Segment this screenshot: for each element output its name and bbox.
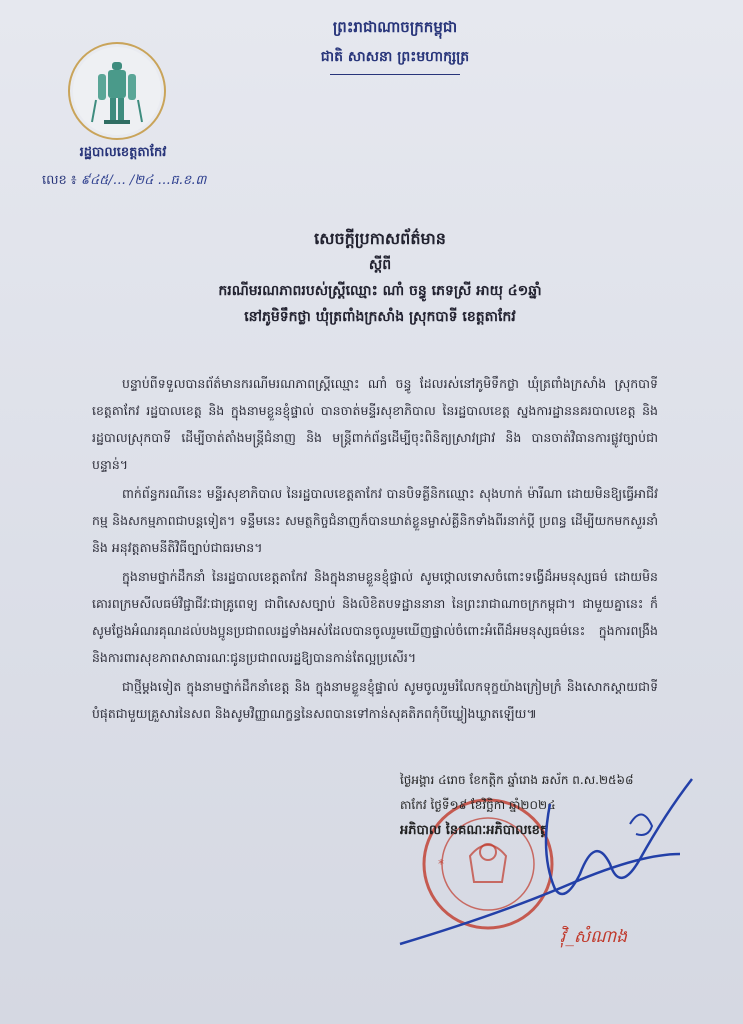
announcement-title: សេចក្តីប្រកាសព័ត៌មាន: [314, 229, 446, 248]
provincial-emblem-logo: [68, 42, 166, 140]
ref-suffix: /២៤ …ធ.ខ.៣: [129, 173, 207, 188]
signatory-title: អភិបាល នៃគណៈអភិបាលខេត្ត: [400, 823, 549, 838]
svg-text:*: *: [438, 857, 444, 871]
paragraph-4: ជាថ្មីម្ដងទៀត ក្នុងនាមថ្នាក់ដឹកនាំខេត្ត និង ក្នុងនាមខ្លួនខ្ញុំផ្ទាល់ សូមចូលរួមរំលែកទុក្ខយ៉ាងក្រៀមក្រំ និងសោកស្ដាយជាទីបំផុតជាមួយគ្រួសារនៃសព និងសូមវិញ្ញាណក្ខន្ធនៃសពបានទៅកាន់សុគតិភពកុំបីឃ្លៀងឃ្លាតឡើយ៕: [92, 679, 658, 721]
signer-name: វ៉ិ_សំណាង: [560, 927, 628, 947]
ornament-divider: [330, 74, 460, 75]
solar-date: តាកែវ ថ្ងៃទី១៩ ខែវិច្ឆិកា ឆ្នាំ២០២៤: [400, 798, 556, 812]
ref-label: លេខ ៖: [42, 173, 77, 188]
ref-value: ៩៤៥/…: [80, 173, 126, 188]
paragraph-1: បន្ទាប់ពីទទួលបានព័ត៌មានករណីមរណភាពស្ត្រីឈ្មោះ ណាំ ចន្ធូ ដែលរស់នៅភូមិទឹកថ្លា ឃុំត្រពាំងក្រសាំង ស្រុកបាទី ខេត្តតាកែវ រដ្ឋបាលខេត្ត និង ក្នុងនាមខ្លួនខ្ញុំផ្ទាល់ បានចាត់មន្ទីរសុខាភិបាល នៃរដ្ឋបាលខេត្ត ស្នងការដ្ឋាននគរបាលខេត្ត និង រដ្ឋបាលស្រុកបាទី ដើម្បីចាត់តាំងមន្ត្រីជំនាញ និង មន្ត្រីពាក់ព័ន្ធដើម្បីចុះពិនិត្យស្រាវជ្រាវ និង បានចាត់វិធានការផ្លូវច្បាប់ជាបន្ទាន់។: [92, 376, 658, 472]
announcement-heading: [150, 226, 610, 330]
paragraph-3: ក្នុងនាមថ្នាក់ដឹកនាំ នៃរដ្ឋបាលខេត្តតាកែវ និងក្នុងនាមខ្លួនខ្ញុំផ្ទាល់ សូមថ្កោលទោសចំពោះទង្វើដ៏អមនុស្សធម៌ ដោយមិនគោរពក្រមសីលធម៌វិជ្ជាជីវៈជាគ្រូពេទ្យ ជាពិសេសច្បាប់ និងលិខិតបទដ្ឋាននានា នៃព្រះរាជាណាចក្រកម្ពុជា។ ជាមួយគ្នានេះ ក៏សូមថ្លែងអំណរគុណដល់បងប្អូនប្រជាពលរដ្ឋទាំងអស់ដែលបានចូលរួមឃើញផ្ទាល់ចំពោះអំពើដ៏អមនុស្សធម៌នេះ ក្នុងការពង្រឹងនិងការពារសុខភាពសាធារណៈជូនប្រជាពលរដ្ឋឱ្យបានកាន់តែល្អប្រសើរ។: [92, 569, 658, 665]
reference-number: [42, 172, 206, 191]
announcement-body: [92, 370, 658, 729]
subject-line-1: ករណីមរណភាពរបស់ស្ត្រីឈ្មោះ ណាំ ចន្ធូ ភេទស្រី អាយុ ៤១ឆ្នាំ: [218, 283, 542, 299]
lunar-date: ថ្ងៃអង្គារ ៤រោច ខែកត្តិក ឆ្នាំរោង ឆស័ក ព.ស.២៥៦៨: [400, 773, 634, 787]
subject-line-2: នៅភូមិទឹកថ្លា ឃុំត្រពាំងក្រសាំង ស្រុកបាទី ខេត្តតាកែវ: [244, 309, 516, 325]
emblem-figure-icon: [70, 44, 164, 138]
kingdom-name: ព្រះរាជាណាចក្រកម្ពុជា: [332, 18, 458, 36]
national-motto: ជាតិ សាសនា ព្រះមហាក្សត្រ: [320, 49, 470, 65]
paragraph-2: ពាក់ព័ន្ធករណីនេះ មន្ទីរសុខាភិបាល នៃរដ្ឋបាលខេត្តតាកែវ បានបិទគ្លីនិកឈ្មោះ សុងហាក់ ម៉ារីណា ដោយមិនឱ្យធ្វើអាជីវកម្ម និងសកម្មភាពជាបន្តទៀត។ ទន្ទឹមនេះ សមត្ថកិច្ចជំនាញក៏បានឃាត់ខ្លួនម្ចាស់គ្លីនិកទាំងពីរនាក់ប្ដី ប្រពន្ធ ដើម្បីយកមកសួរនាំ និង អនុវត្តតាមនីតិវិធីច្បាប់ជាធរមាន។: [92, 486, 658, 555]
issuing-authority: រដ្ឋបាលខេត្តតាកែវ: [79, 145, 167, 160]
subject-label: ស្តីពី: [368, 257, 392, 273]
letterhead: [230, 12, 560, 75]
